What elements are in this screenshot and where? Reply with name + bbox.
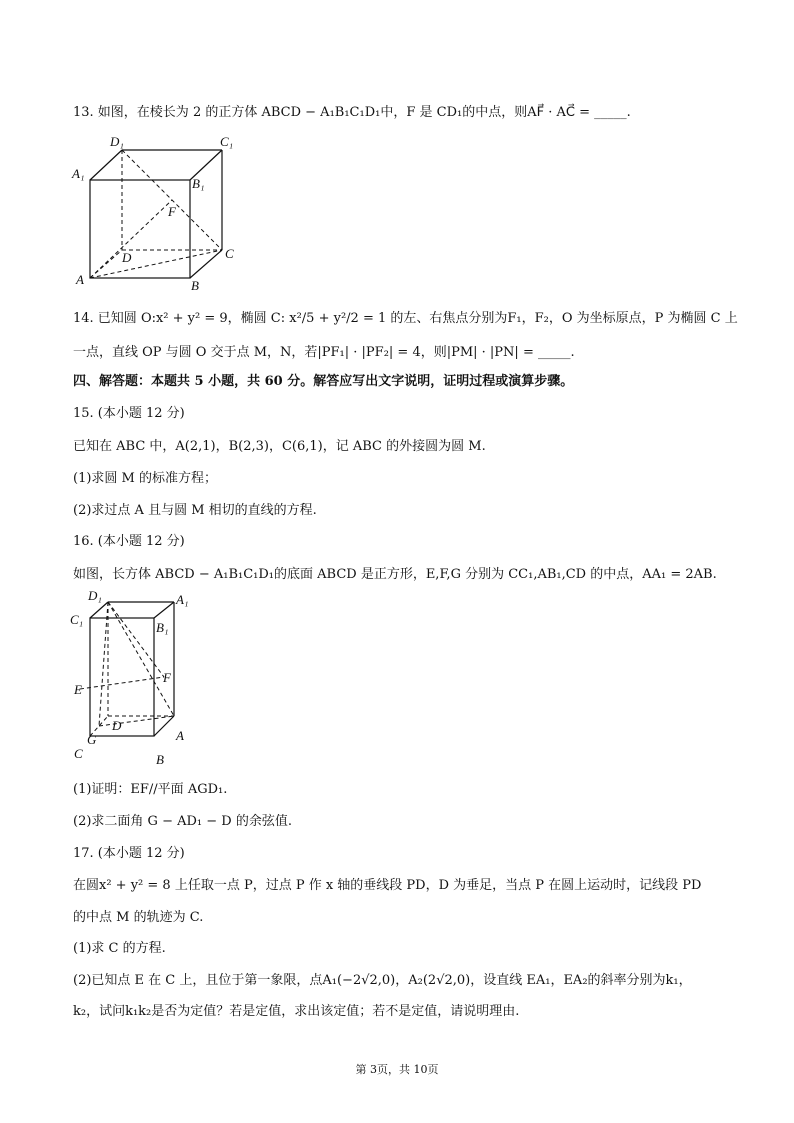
cube-figure-q13 [70,132,250,292]
page-footer: 第 3页，共 10页 [355,1063,439,1076]
q14-line1: 14. 已知圆 O:x² + y² = 9，椭圆 C: x²/5 + y²/2 = 1 的左、右焦点分别为F₁，F₂，O 为坐标原点，P 为椭圆 C 上 [73,311,738,326]
label-D: D [112,718,122,733]
label-A1: A₁ [176,592,189,607]
label-D: D [122,250,132,265]
q17-part2-line1: (2)已知点 E 在 C 上，且位于第一象限，点A₁(−2√2,0)，A₂(2√2,0)，设直线 EA₁，EA₂的斜率分别为k₁， [73,973,692,988]
label-B1: B₁ [156,620,169,635]
label-B1: B₁ [192,176,205,191]
label-A1: A₁ [72,166,85,181]
label-C: C [225,246,234,261]
label-D1: D₁ [88,588,102,603]
q15-part2: (2)求过点 A 且与圆 M 相切的直线的方程. [73,503,317,518]
label-B: B [156,752,164,767]
q14-line2: 一点，直线 OP 与圆 O 交于点 M，N，若|PF₁| · |PF₂| = 4，则|PM| · |PN| = _____. [73,345,575,360]
label-C: C [74,746,83,761]
q16-part2: (2)求二面角 G − AD₁ − D 的余弦值. [73,814,292,829]
q15-part1: (1)求圆 M 的标准方程； [73,471,217,486]
q17-part1: (1)求 C 的方程. [73,941,166,956]
q17-line1: 在圆x² + y² = 8 上任取一点 P，过点 P 作 x 轴的垂线段 PD，D 为垂足，当点 P 在圆上运动时，记线段 PD [73,878,702,893]
section-heading: 四、解答题：本题共 5 小题，共 60 分。解答应写出文字说明，证明过程或演算步骤。 [73,374,574,389]
q17-line2: 的中点 M 的轨迹为 C. [73,910,204,925]
label-E: E [74,682,82,697]
label-D1: D₁ [110,134,124,149]
label-C1: C₁ [70,612,84,627]
label-A: A [176,728,184,743]
q13-text: 13. 如图，在棱长为 2 的正方体 ABCD − A₁B₁C₁D₁中，F 是 CD₁的中点，则AF⃗ · AC⃗ = _____. [73,105,631,120]
q16-part1: (1)证明：EF//平面 AGD₁. [73,782,228,797]
label-G: G [87,732,97,747]
q16-title: 16. (本小题 12 分) [73,534,185,549]
q17-title: 17. (本小题 12 分) [73,846,185,861]
label-B: B [191,278,199,292]
label-F: F [168,204,176,219]
label-A: A [76,272,84,287]
q15-line1: 已知在 ABC 中，A(2,1)，B(2,3)，C(6,1)，记 ABC 的外接圆为圆 M. [73,439,486,454]
q17-part2-line2: k₂，试问k₁k₂是否为定值？若是定值，求出该定值；若不是定值，请说明理由. [73,1004,520,1019]
label-F: F [163,670,171,685]
label-C1: C₁ [220,134,234,149]
prism-figure-q16 [70,588,200,768]
q16-line1: 如图，长方体 ABCD − A₁B₁C₁D₁的底面 ABCD 是正方形，E,F,G 分别为 CC₁,AB₁,CD 的中点，AA₁ = 2AB. [73,567,717,582]
q15-title: 15. (本小题 12 分) [73,406,185,421]
